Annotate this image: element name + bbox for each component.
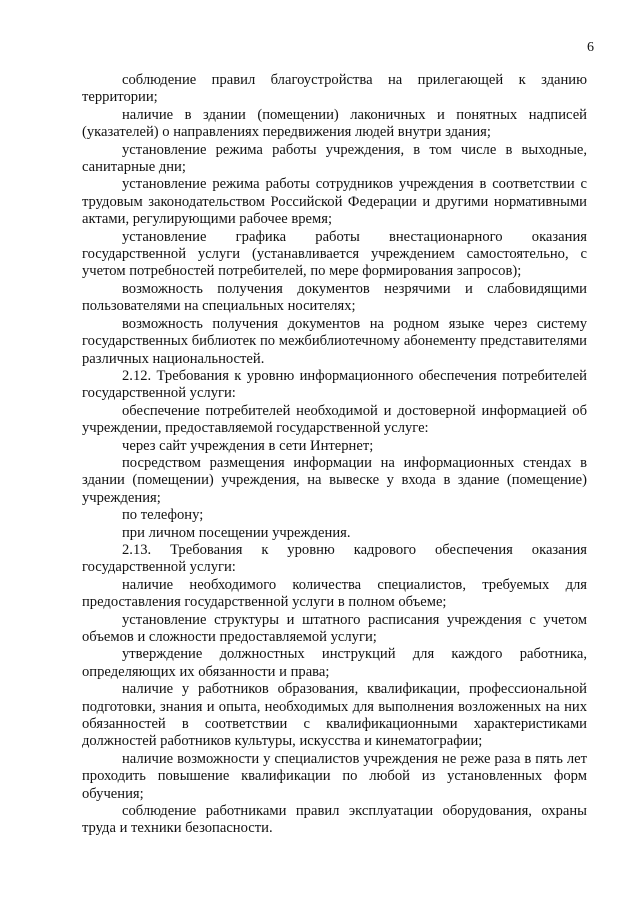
paragraph: по телефону; xyxy=(122,507,204,524)
paragraph: установление режима работы сотрудников учреждения в соответствии с трудовым законодательством Российской Федерации и другими нормативными актами, регулирующими рабочее время; xyxy=(82,176,587,228)
page-number: 6 xyxy=(587,40,594,55)
paragraph: соблюдение работниками правил эксплуатации оборудования, охраны труда и техники безопасности. xyxy=(82,803,587,837)
paragraph: через сайт учреждения в сети Интернет; xyxy=(122,437,374,454)
paragraph: обеспечение потребителей необходимой и достоверной информацией об учреждении, предоставляемой государственной услуге: xyxy=(82,402,587,437)
paragraph: соблюдение правил благоустройства на прилегающей к зданию территории; xyxy=(82,72,587,106)
paragraph: наличие в здании (помещении) лаконичных и понятных надписей (указателей) о направлениях передвижения людей внутри здания; xyxy=(82,106,587,141)
paragraph: при личном посещении учреждения. xyxy=(122,524,351,541)
paragraph: установление режима работы учреждения, в том числе в выходные, санитарные дни; xyxy=(82,141,587,176)
paragraph: посредством размещения информации на информационных стендах в здании (помещении) учреждения, на вывеске у входа в здание (помещение) учреждения; xyxy=(82,454,587,506)
paragraph: установление графика работы внестационарного оказания государственной услуги (устанавливается учреждением самостоятельно, с учетом потребностей потребителей, по мере формирования запросов); xyxy=(82,228,587,280)
section-heading-2-12: 2.12. Требования к уровню информационного обеспечения потребителей государственной услуги: xyxy=(82,367,587,402)
document-body xyxy=(82,72,587,838)
paragraph: возможность получения документов на родном языке через систему государственных библиотек по межбиблиотечному абонементу представителями различных национальностей. xyxy=(82,315,587,367)
paragraph: утверждение должностных инструкций для каждого работника, определяющих их обязанности и права; xyxy=(82,646,587,680)
paragraph: наличие необходимого количества специалистов, требуемых для предоставления государственной услуги в полном объеме; xyxy=(82,576,587,611)
paragraph: наличие у работников образования, квалификации, профессиональной подготовки, знания и опыта, необходимых для выполнения возложенных на них обязанностей в соответствии с квалификационными характеристиками должностей работников культуры, искусства и кинематографии; xyxy=(82,681,587,750)
paragraph: наличие возможности у специалистов учреждения не реже раза в пять лет проходить повышение квалификации по любой из установленных форм обучения; xyxy=(82,750,587,802)
paragraph: возможность получения документов незрячими и слабовидящими пользователями на специальных носителях; xyxy=(82,280,587,315)
paragraph: установление структуры и штатного расписания учреждения с учетом объемов и сложности предоставляемой услуги; xyxy=(82,611,587,645)
section-heading-2-13: 2.13. Требования к уровню кадрового обеспечения оказания государственной услуги: xyxy=(82,541,587,576)
